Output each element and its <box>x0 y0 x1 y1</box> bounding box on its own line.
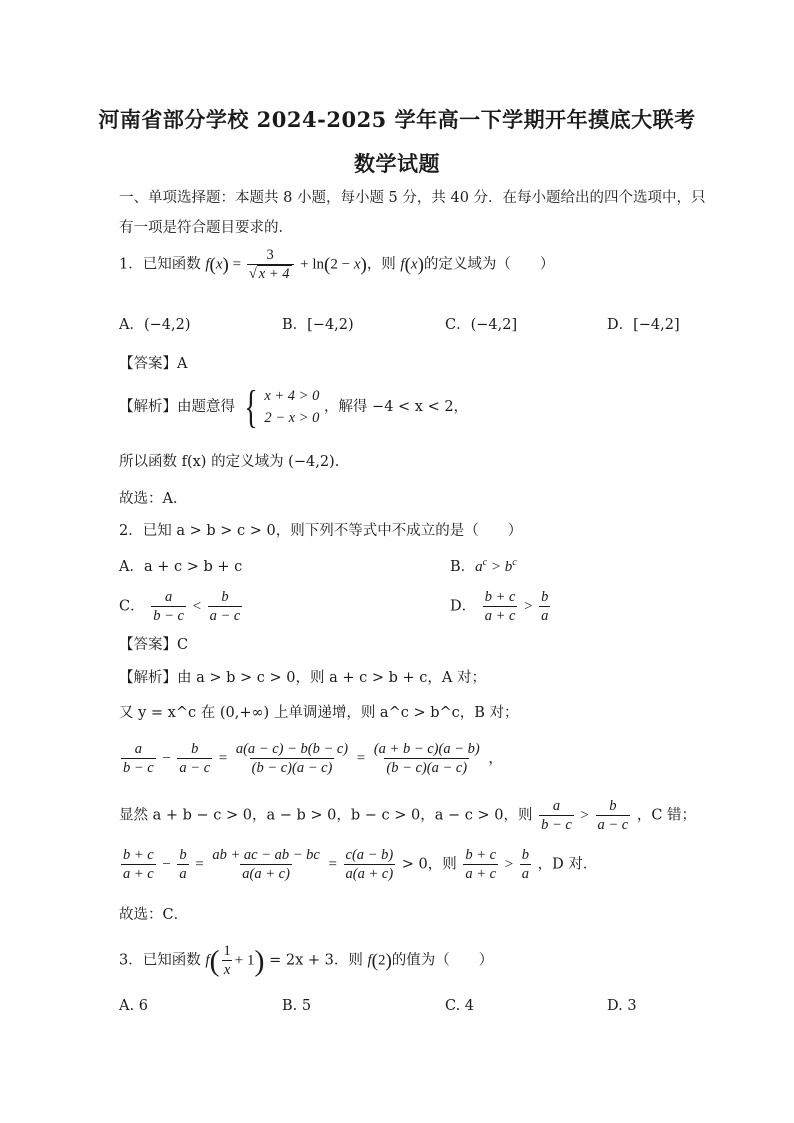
q2-option-d: D． $\frac{b + c}{a + c}$ > $\frac{b}{a}$ <box>450 589 549 624</box>
q1-answer: 【答案】A <box>119 356 188 372</box>
q1-option-c: C．(−4,2] <box>445 317 518 333</box>
q2-option-b: B．$a^c > b^c$ <box>450 557 517 575</box>
exam-subtitle: 数学试题 <box>354 151 440 176</box>
q1-conclusion: 所以函数 f(x) 的定义域为 (−4,2)． <box>119 454 350 470</box>
q1-choose: 故选：A． <box>119 491 188 507</box>
q1-option-a: A．(−4,2) <box>119 317 191 333</box>
exam-title: 河南省部分学校 2024-2025 学年高一下学期开年摸底大联考 <box>98 107 696 132</box>
q3-option-a: A. 6 <box>119 998 148 1014</box>
question-3-stem: 3．已知函数 f( $\frac{1}{x}$ + 1) = 2x + 3．则 f(2)的值为（ ） <box>119 943 494 978</box>
q2-analysis-line2: 又 y = x^c 在 (0,+∞) 上单调递增，则 a^c > b^c，B 对； <box>119 705 519 721</box>
section-instruction-line1: 一、单项选择题：本题共 8 小题，每小题 5 分，共 40 分．在每小题给出的四个选项中，只 <box>119 190 706 206</box>
q2-option-c: C． $\frac{a}{b - c}$ < $\frac{b}{a - c}$ <box>119 589 241 624</box>
q1-inequality-system: x + 4 > 0 2 − x > 0 <box>264 388 320 426</box>
q3-option-c: C. 4 <box>445 998 475 1014</box>
q2-option-a: A．a + c > b + c <box>119 559 243 575</box>
q2-answer: 【答案】C <box>119 637 189 653</box>
question-2-stem: 2．已知 a > b > c > 0，则下列不等式中不成立的是（ ） <box>119 523 523 539</box>
q3-option-b: B. 5 <box>282 998 312 1014</box>
section-instruction-line2: 有一项是符合题目要求的． <box>119 220 293 236</box>
q2-analysis-line4: 显然 a + b − c > 0，a − b > 0，b − c > 0，a − c > 0，则 $\frac{a}{b - c}$ > $\frac{b}{a - c}$ ，C 错； <box>119 798 697 833</box>
q2-analysis-line5: $\frac{b + c}{a + c}$ − $\frac{b}{a}$ = $\frac{ab + ac - ab - bc}{a(a + c)}$ = $\frac{c(a - b)}{a(a + c)}$ > 0，则 $\frac{b + c}{a + c}$ > $\frac{b}{a}$ ，D 对． <box>123 847 598 882</box>
q3-option-d: D. 3 <box>607 998 637 1014</box>
question-1-stem: 1．已知函数 f(x) = $\frac{3}{√ x + 4}$ + ln(2 − x)，则 f(x)的定义域为（ ） <box>119 247 555 282</box>
q1-option-b: B．[−4,2) <box>282 317 354 333</box>
q2-analysis-line1: 【解析】由 a > b > c > 0，则 a + c > b + c，A 对； <box>119 670 486 686</box>
q2-choose: 故选：C． <box>119 907 189 923</box>
q2-analysis-line3: $\frac{a}{b - c}$ − $\frac{b}{a - c}$ = $\frac{a(a - c) - b(b - c)}{(b - c)(a - c)}$ = $\frac{(a + b - c)(a - b)}{(b - c)(a - c)}$ ， <box>123 741 504 776</box>
question-1-prefix: 1．已知函数 <box>119 256 201 273</box>
q1-option-d: D．[−4,2] <box>607 317 680 333</box>
q1-analysis: 【解析】由题意得 { x + 4 > 0 2 − x > 0 ，解得 −4 < x < 2， <box>119 381 469 432</box>
q1-fraction: $\frac{3}{√ x + 4}$ <box>247 246 294 283</box>
